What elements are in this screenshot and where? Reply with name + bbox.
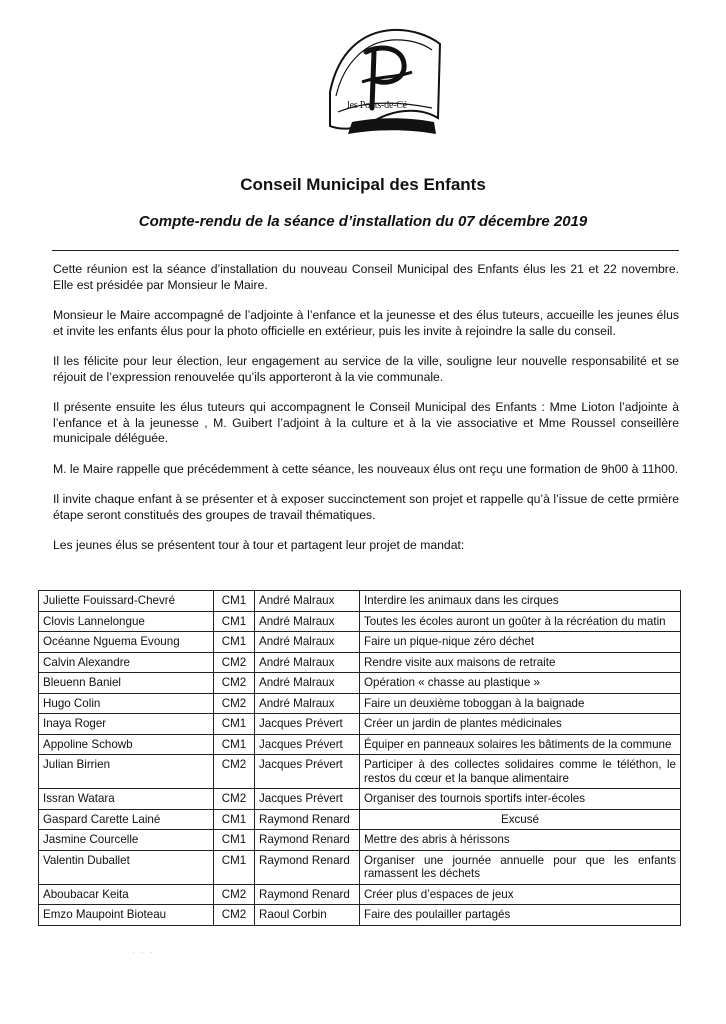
table-row — [39, 809, 681, 830]
project-cell: Équiper en panneaux solaires les bâtiments de la commune — [360, 734, 681, 755]
table-row — [39, 591, 681, 612]
class-level-cell: CM2 — [214, 652, 255, 673]
class-level-cell: CM2 — [214, 755, 255, 789]
project-cell: Toutes les écoles auront un goûter à la récréation du matin — [360, 611, 681, 632]
project-cell: Faire un deuxième toboggan à la baignade — [360, 693, 681, 714]
table-row — [39, 884, 681, 905]
school-cell: André Malraux — [255, 632, 360, 653]
school-cell: Raymond Renard — [255, 850, 360, 884]
student-name-cell: Bleuenn Baniel — [39, 673, 214, 694]
project-cell: Interdire les animaux dans les cirques — [360, 591, 681, 612]
project-cell: Créer un jardin de plantes médicinales — [360, 714, 681, 735]
class-level-cell: CM1 — [214, 830, 255, 851]
student-name-cell: Clovis Lannelongue — [39, 611, 214, 632]
student-name-cell: Emzo Maupoint Bioteau — [39, 905, 214, 926]
project-cell: Organiser des tournois sportifs inter-écoles — [360, 789, 681, 810]
school-cell: André Malraux — [255, 591, 360, 612]
class-level-cell: CM2 — [214, 884, 255, 905]
school-cell: Raymond Renard — [255, 884, 360, 905]
school-cell: Jacques Prévert — [255, 714, 360, 735]
school-cell: Jacques Prévert — [255, 789, 360, 810]
paragraph: Il présente ensuite les élus tuteurs qui accompagnent le Conseil Municipal des Enfants : Mme Lioton l’adjointe à l’enfance et à la jeunesse , M. Guibert l’adjoint à la culture et à la vie associative et Mme Roussel conseillère municipale déléguée. — [53, 400, 679, 445]
school-cell: Raymond Renard — [255, 830, 360, 851]
student-name-cell: Issran Watara — [39, 789, 214, 810]
paragraph: Il les félicite pour leur élection, leur engagement au service de la ville, souligne leur nouvelle responsabilité et se réjouit de l’expression renouvelée qu’ils apporteront à la vie communale. — [53, 354, 679, 384]
project-cell: Excusé — [360, 809, 681, 830]
school-cell: André Malraux — [255, 693, 360, 714]
project-cell: Opération « chasse au plastique » — [360, 673, 681, 694]
paragraph: Monsieur le Maire accompagné de l’adjointe à l’enfance et la jeunesse et des élus tuteurs, accueille les jeunes élus et invite les enfants élus pour la photo officielle en extérieur, puis les invite à rejoindre la salle du conseil. — [53, 308, 679, 338]
class-level-cell: CM1 — [214, 632, 255, 653]
page-title: Conseil Municipal des Enfants — [240, 175, 486, 194]
paragraph: M. le Maire rappelle que précédemment à cette séance, les nouveaux élus ont reçu une formation de 9h00 à 11h00. — [53, 461, 679, 476]
city-logo — [322, 22, 444, 140]
table-row — [39, 830, 681, 851]
school-cell: Jacques Prévert — [255, 755, 360, 789]
student-name-cell: Gaspard Carette Lainé — [39, 809, 214, 830]
table-row — [39, 789, 681, 810]
table-row — [39, 734, 681, 755]
class-level-cell: CM2 — [214, 905, 255, 926]
student-name-cell: Hugo Colin — [39, 693, 214, 714]
school-cell: André Malraux — [255, 652, 360, 673]
class-level-cell: CM1 — [214, 591, 255, 612]
school-cell: André Malraux — [255, 673, 360, 694]
student-name-cell: Jasmine Courcelle — [39, 830, 214, 851]
school-cell: Raymond Renard — [255, 809, 360, 830]
table-row — [39, 693, 681, 714]
paragraph: Cette réunion est la séance d’installation du nouveau Conseil Municipal des Enfants élus les 21 et 22 novembre. Elle est présidée par Monsieur le Maire. — [53, 262, 679, 292]
class-level-cell: CM1 — [214, 850, 255, 884]
project-cell: Faire des poulailler partagés — [360, 905, 681, 926]
class-level-cell: CM2 — [214, 673, 255, 694]
student-name-cell: Océanne Nguema Evoung — [39, 632, 214, 653]
class-level-cell: CM1 — [214, 714, 255, 735]
project-cell: Mettre des abris à hérissons — [360, 830, 681, 851]
project-cell: Organiser une journée annuelle pour que les enfants ramassent les déchets — [360, 850, 681, 884]
table-row — [39, 673, 681, 694]
table-row — [39, 652, 681, 673]
class-level-cell: CM1 — [214, 809, 255, 830]
student-name-cell: Inaya Roger — [39, 714, 214, 735]
table-row — [39, 632, 681, 653]
school-cell: André Malraux — [255, 611, 360, 632]
class-level-cell: CM1 — [214, 734, 255, 755]
project-cell: Créer plus d’espaces de jeux — [360, 884, 681, 905]
table-row — [39, 905, 681, 926]
student-name-cell: Appoline Schowb — [39, 734, 214, 755]
student-name-cell: Valentin Duballet — [39, 850, 214, 884]
project-cell: Participer à des collectes solidaires comme le téléthon, le restos du cœur et la banque alimentaire — [360, 755, 681, 789]
table-row — [39, 611, 681, 632]
project-cell: Faire un pique-nique zéro déchet — [360, 632, 681, 653]
student-name-cell: Juliette Fouissard-Chevré — [39, 591, 214, 612]
school-cell: Jacques Prévert — [255, 734, 360, 755]
projects-table — [38, 590, 681, 926]
student-name-cell: Aboubacar Keita — [39, 884, 214, 905]
paragraph: Les jeunes élus se présentent tour à tour et partagent leur projet de mandat: — [53, 538, 465, 552]
project-cell: Rendre visite aux maisons de retraite — [360, 652, 681, 673]
page-subtitle: Compte-rendu de la séance d’installation du 07 décembre 2019 — [138, 213, 588, 230]
table-row — [39, 714, 681, 735]
student-name-cell: Calvin Alexandre — [39, 652, 214, 673]
divider — [52, 250, 679, 251]
table-row — [39, 755, 681, 789]
paragraph: Il invite chaque enfant à se présenter et à exposer succinctement son projet et rappelle qu’à l’issue de cette prmière étape seront constitués des groupes de travail thématiques. — [53, 492, 679, 522]
school-cell: Raoul Corbin — [255, 905, 360, 926]
table-row — [39, 850, 681, 884]
faint-stamp-mark: · · · — [132, 948, 155, 957]
student-name-cell: Julian Birrien — [39, 755, 214, 789]
class-level-cell: CM1 — [214, 611, 255, 632]
logo-text: les Ponts-de-Cé — [347, 100, 408, 111]
report-body — [53, 262, 679, 560]
class-level-cell: CM2 — [214, 789, 255, 810]
class-level-cell: CM2 — [214, 693, 255, 714]
